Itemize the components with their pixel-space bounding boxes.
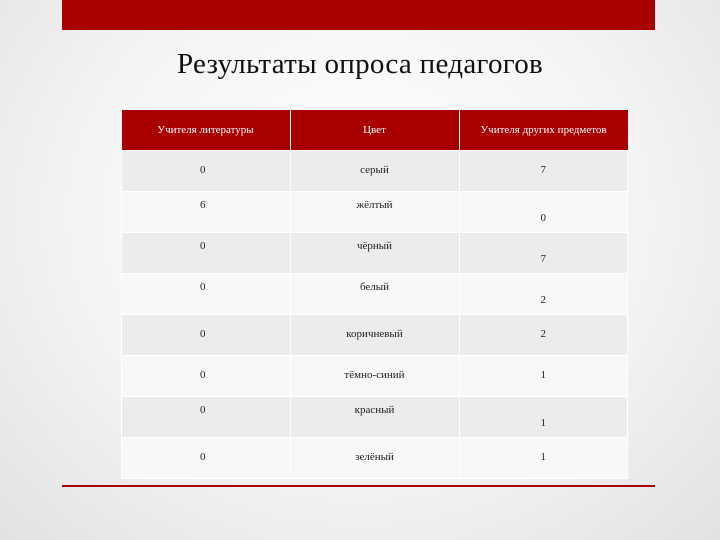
table-row (122, 397, 628, 438)
cell-color: серый (290, 151, 459, 192)
table-row (122, 192, 628, 233)
table-row (122, 356, 628, 397)
cell-color: коричневый (290, 315, 459, 356)
header-literature-teachers: Учителя литературы (122, 110, 291, 151)
table-row (122, 315, 628, 356)
cell-color: жёлтый (290, 192, 459, 233)
survey-table (121, 110, 628, 479)
cell-literature: 0 (122, 397, 291, 438)
cell-literature: 0 (122, 356, 291, 397)
top-accent-bar (62, 0, 655, 30)
cell-other: 1 (459, 397, 628, 438)
cell-other: 1 (459, 438, 628, 479)
cell-literature: 0 (122, 438, 291, 479)
table-row (122, 151, 628, 192)
cell-other: 2 (459, 315, 628, 356)
header-other-teachers: Учителя других предметов (459, 110, 628, 151)
cell-color: зелёный (290, 438, 459, 479)
cell-other: 7 (459, 151, 628, 192)
cell-literature: 0 (122, 151, 291, 192)
header-color: Цвет (290, 110, 459, 151)
cell-color: чёрный (290, 233, 459, 274)
cell-literature: 0 (122, 233, 291, 274)
cell-literature: 0 (122, 274, 291, 315)
cell-color: красный (290, 397, 459, 438)
cell-literature: 0 (122, 315, 291, 356)
table-row (122, 438, 628, 479)
cell-other: 7 (459, 233, 628, 274)
table-header-row (122, 110, 628, 151)
table-row (122, 274, 628, 315)
cell-color: белый (290, 274, 459, 315)
cell-other: 0 (459, 192, 628, 233)
cell-literature: 6 (122, 192, 291, 233)
slide-title: Результаты опроса педагогов (176, 48, 544, 80)
bottom-divider (62, 485, 655, 487)
cell-other: 2 (459, 274, 628, 315)
cell-color: тёмно-синий (290, 356, 459, 397)
cell-other: 1 (459, 356, 628, 397)
table-row (122, 233, 628, 274)
